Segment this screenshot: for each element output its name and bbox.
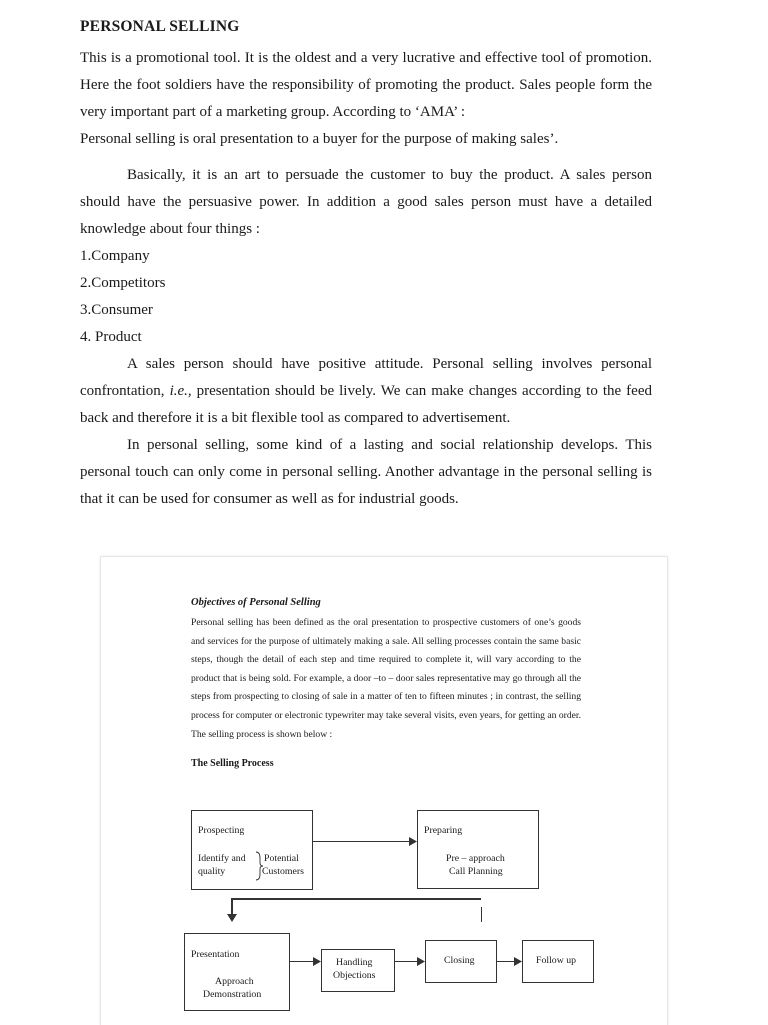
preparing-line1: Pre – approach: [446, 853, 505, 864]
return-connector-top: [231, 898, 481, 900]
attitude-text-b: presentation should be lively. We can make changes according to the feed back and therefore it is a bit flexible tool as compared to advertisement.: [80, 383, 652, 426]
prospecting-right-1: Potential: [264, 853, 299, 864]
closing-title: Closing: [444, 955, 475, 966]
presentation-line1: Approach: [215, 976, 254, 987]
arrow-closing-to-followup: [496, 961, 516, 962]
preparing-box: [417, 810, 539, 889]
arrowhead-icon: [514, 957, 522, 966]
presentation-box: [184, 933, 290, 1011]
ie-abbrev: i.e.,: [169, 383, 192, 399]
handling-objections-box: [321, 949, 395, 992]
handling-line1: Handling: [336, 957, 373, 968]
list-item-product: 4. Product: [80, 329, 142, 345]
list-item-consumer: 3.Consumer: [80, 302, 153, 318]
arrowhead-down-icon: [227, 914, 237, 922]
list-item-company: 1.Company: [80, 248, 150, 264]
scanned-page-excerpt: [100, 556, 668, 1025]
paragraph-relationship: In personal selling, some kind of a lasting and social relationship develops. This personal touch can only come in personal selling. Another advantage in the personal selling is that it can be used for consumer as well as for industrial goods.: [80, 437, 652, 507]
main-text: [80, 18, 652, 513]
prospecting-box: [191, 810, 313, 890]
follow-up-box: [522, 940, 594, 983]
arrow-presentation-to-handling: [289, 961, 315, 962]
scan-content: [191, 597, 581, 769]
presentation-line2: Demonstration: [203, 989, 262, 1000]
prospecting-title: Prospecting: [198, 825, 245, 836]
handling-line2: Objections: [333, 970, 376, 981]
arrowhead-icon: [409, 837, 417, 846]
list-item-competitors: 2.Competitors: [80, 275, 166, 291]
prospecting-right-2: Customers: [262, 866, 304, 877]
page-title: PERSONAL SELLING: [80, 18, 240, 35]
closing-box: [425, 940, 497, 983]
scan-subheading: The Selling Process: [191, 758, 274, 770]
scan-paragraph: Personal selling has been defined as the oral presentation to prospective customers of one’s goods and services for the purpose of ultimately making a sale. All selling processes contain the same basic steps, though the detail of each step and time required to complete it, will vary according to the product that is being sold. For example, a door –to – door sales representative may go through all the steps from prospecting to closing of sale in a matter of ten to fifteen minutes ; in contrast, the selling process for computer or electronic typewriter may take several visits, even years, for getting an order. The selling process is shown below :: [191, 617, 581, 740]
paragraph-attitude: [80, 351, 652, 432]
arrow-prospecting-to-preparing: [312, 841, 411, 842]
presentation-title: Presentation: [191, 949, 240, 960]
prospecting-left-1: Identify and: [198, 853, 246, 864]
followup-title: Follow up: [536, 955, 577, 966]
preparing-line2: Call Planning: [449, 866, 503, 877]
paragraph-intro: This is a promotional tool. It is the oldest and a very lucrative and effective tool of promotion. Here the foot soldiers have the responsibility of promoting the product. Sales people form the very important part of a marketing group. According to ‘AMA’ :: [80, 50, 652, 120]
return-connector-right: [481, 907, 482, 922]
preparing-title: Preparing: [424, 825, 463, 836]
paragraph-ama-definition: Personal selling is oral presentation to a buyer for the purpose of making sales’.: [80, 131, 559, 147]
arrow-handling-to-closing: [394, 961, 419, 962]
arrowhead-icon: [417, 957, 425, 966]
scan-heading: Objectives of Personal Selling: [191, 597, 321, 608]
paragraph-persuasion: Basically, it is an art to persuade the customer to buy the product. A sales person should have the persuasive power. In addition a good sales person must have a detailed knowledge about four things :: [80, 167, 652, 237]
prospecting-left-2: quality: [198, 866, 226, 877]
arrowhead-icon: [313, 957, 321, 966]
attitude-text-a: A sales person should have positive attitude. Personal selling involves personal confrontation,: [80, 356, 652, 399]
